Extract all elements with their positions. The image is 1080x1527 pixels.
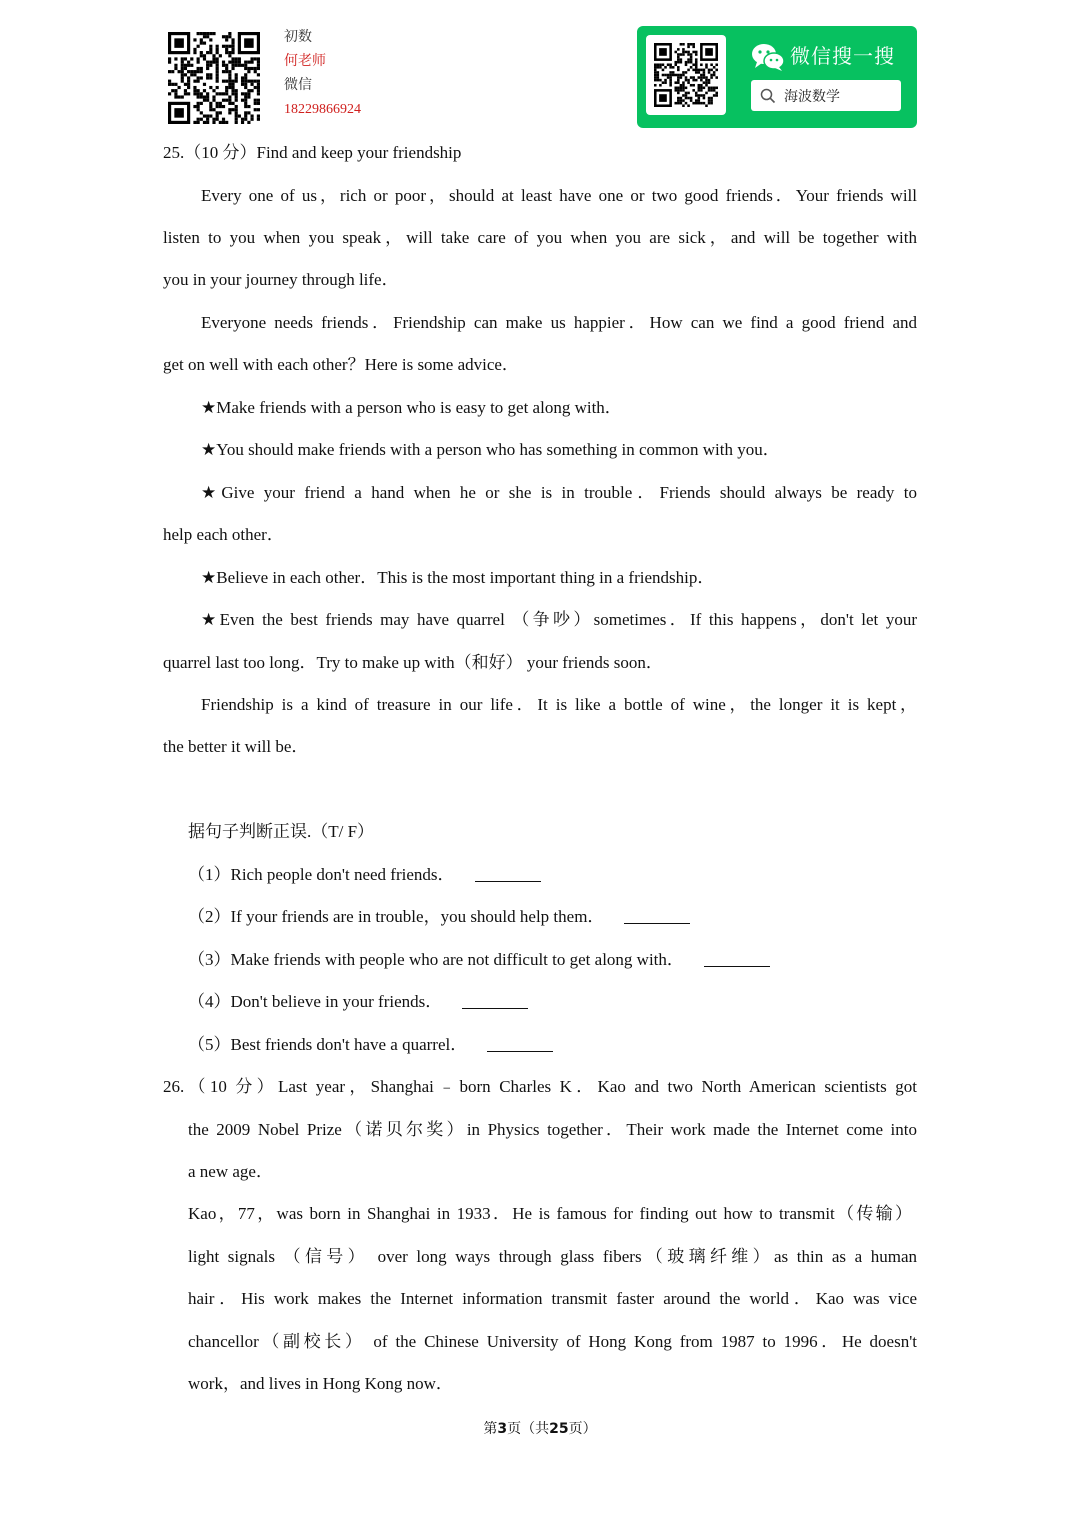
footer-text: 第: [483, 1421, 498, 1437]
q25-line: help each other．: [163, 525, 284, 544]
q26-line: light signals （信号） over long ways through glass fibers（玻璃纤维）as thin as a human: [188, 1247, 917, 1266]
q26-line: hair．His work makes the Internet information transmit faster around the world．Kao was vice: [188, 1289, 917, 1308]
q25-advice: ★Believe in each other．This is the most important thing in a friendship．: [201, 568, 715, 587]
answer-blank[interactable]: [624, 907, 690, 924]
q25-line: you in your journey through life．: [163, 270, 399, 289]
q26-line: Kao，77，was born in Shanghai in 1933．He is famous for finding out how to transmit（传输）: [188, 1204, 912, 1223]
page-footer: [0, 1418, 1080, 1438]
qr-code-icon: [168, 32, 260, 124]
q25-instruction: 据句子判断正误.（T/ F）: [188, 822, 375, 841]
q25-item-text: （3）Make friends with people who are not difficult to get along with．: [188, 950, 684, 969]
q25-item: [188, 1033, 553, 1057]
wechat-search-box[interactable]: [751, 80, 901, 111]
q25-item: [188, 990, 528, 1014]
q25-item-text: （4）Don't believe in your friends．: [188, 992, 443, 1011]
q26-line: chancellor（副校长） of the Chinese University of Hong Kong from 1987 to 1996．He doesn't: [188, 1332, 917, 1351]
wechat-logo-icon: [751, 42, 785, 72]
search-icon: [760, 88, 776, 104]
q25-advice: ★You should make friends with a person who has something in common with you．: [201, 440, 780, 459]
q26-line: a new age．: [188, 1162, 273, 1181]
q25-item: [188, 905, 690, 929]
answer-blank[interactable]: [487, 1035, 553, 1052]
page-number: 3: [497, 1421, 508, 1437]
q25-line: Everyone needs friends．Friendship can make us happier．How can we find a good friend and: [201, 313, 917, 332]
q25-advice: ★Give your friend a hand when he or she is in trouble．Friends should always be ready to: [201, 483, 917, 502]
wechat-search-text: 海波数学: [784, 89, 840, 105]
answer-blank[interactable]: [704, 950, 770, 967]
footer-text: 页）: [568, 1421, 597, 1437]
q25-heading: 25.（10 分）Find and keep your friendship: [163, 143, 462, 162]
q25-item-text: （1）Rich people don't need friends．: [188, 865, 455, 884]
wechat-search-card: [637, 26, 917, 128]
q26-heading: 26.（10 分）Last year，Shanghai﹣born Charles K．Kao and two North American scientists got: [163, 1077, 917, 1096]
q25-line: quarrel last too long．Try to make up with（和好） your friends soon．: [163, 653, 663, 672]
q25-item: [188, 948, 770, 972]
q25-item: [188, 863, 541, 887]
q25-item-text: （5）Best friends don't have a quarrel．: [188, 1035, 468, 1054]
q25-line: listen to you when you speak，will take care of you when you are sick，and will be together with: [163, 228, 917, 247]
q25-advice: ★Even the best friends may have quarrel （争吵）sometimes．If this happens，don't let your: [201, 610, 917, 629]
q25-advice: ★Make friends with a person who is easy to get along with．: [201, 398, 622, 417]
q25-line: the better it will be．: [163, 737, 309, 756]
wechat-search-title: 微信搜一搜: [790, 44, 895, 68]
q25-line: get on well with each other？Here is some advice．: [163, 355, 519, 374]
answer-blank[interactable]: [462, 992, 528, 1009]
footer-text: 页（共: [507, 1421, 550, 1437]
page-total: 25: [549, 1421, 569, 1437]
contact-line: 微信: [284, 78, 312, 93]
q25-item-text: （2）If your friends are in trouble，you should help them．: [188, 907, 605, 926]
contact-name: 何老师: [284, 54, 326, 69]
answer-blank[interactable]: [475, 865, 541, 882]
q25-line: Friendship is a kind of treasure in our life．It is like a bottle of wine，the longer it is kept，: [201, 695, 917, 714]
qr-code-icon: [646, 35, 726, 115]
contact-line: 初数: [284, 30, 312, 45]
q26-line: the 2009 Nobel Prize（诺贝尔奖）in Physics together．Their work made the Internet come into: [188, 1120, 917, 1139]
q25-line: Every one of us，rich or poor，should at least have one or two good friends．Your friends will: [201, 186, 917, 205]
contact-phone: 18229866924: [284, 102, 361, 117]
contact-info: [284, 26, 361, 122]
q26-line: work，and lives in Hong Kong now．: [188, 1374, 453, 1393]
